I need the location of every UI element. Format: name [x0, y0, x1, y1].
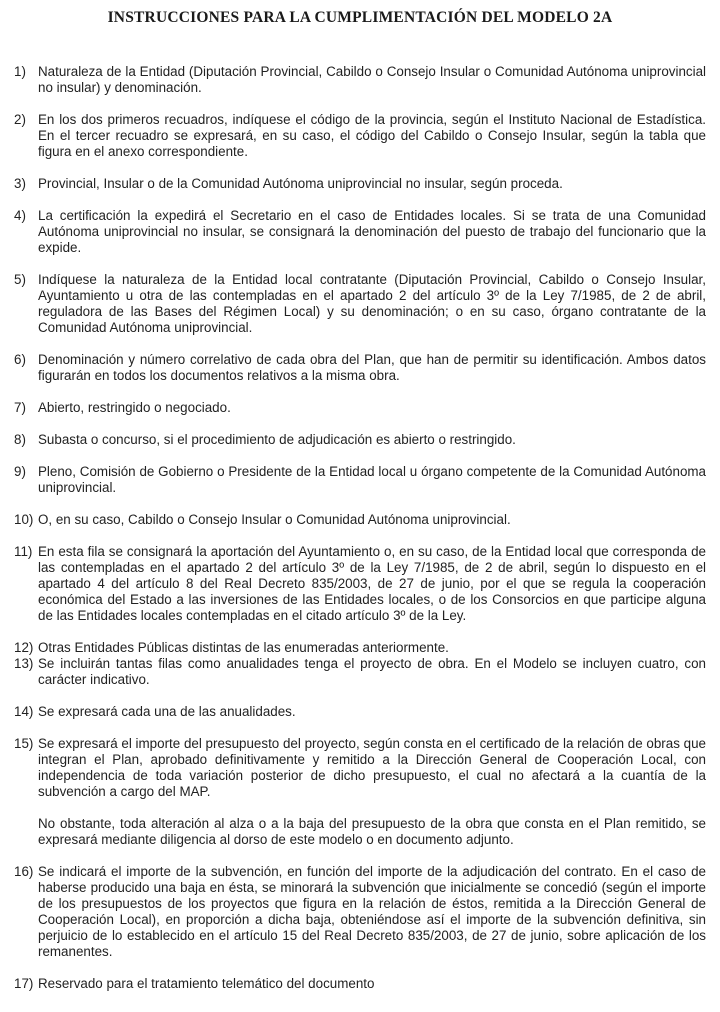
item-number: 9): [14, 464, 26, 479]
instruction-item-14: [14, 704, 706, 720]
instruction-item-5: [14, 272, 706, 336]
item-number: 2): [14, 112, 26, 127]
instruction-item-17: [14, 976, 706, 992]
item-text: O, en su caso, Cabildo o Consejo Insular o Comunidad Autónoma uniprovincial.: [38, 512, 511, 527]
instruction-item-10: [14, 512, 706, 528]
item-text: Naturaleza de la Entidad (Diputación Provincial, Cabildo o Consejo Insular o Comunidad Autónoma uniprovincial no insular) y denominación.: [38, 64, 706, 95]
item-number: 6): [14, 352, 26, 367]
item-number: 5): [14, 272, 26, 287]
item-number: 7): [14, 400, 26, 415]
item-text: Se incluirán tantas filas como anualidades tenga el proyecto de obra. En el Modelo se incluyen cuatro, con carácter indicativo.: [38, 656, 706, 687]
item-text: Provincial, Insular o de la Comunidad Autónoma uniprovincial no insular, según proceda.: [38, 176, 563, 191]
item-text: Se expresará cada una de las anualidades.: [38, 704, 296, 719]
item-number: 16): [14, 864, 34, 879]
instruction-item-1: [14, 64, 706, 96]
page-title: INSTRUCCIONES PARA LA CUMPLIMENTACIÓN DEL MODELO 2A: [107, 9, 613, 26]
item-text: Pleno, Comisión de Gobierno o Presidente de la Entidad local u órgano competente de la Comunidad Autónoma uniprovincial.: [38, 464, 706, 495]
item-text: Otras Entidades Públicas distintas de las enumeradas anteriormente.: [38, 640, 449, 655]
item-number: 3): [14, 176, 26, 191]
instruction-item-11: [14, 544, 706, 624]
item-text: Se indicará el importe de la subvención, en función del importe de la adjudicación del contrato. En el caso de haberse producido una baja en ésta, se minorará la subvención que inicialmente se concedió (según el importe de los presupuestos de los proyectos que figura en la relación de éstos, remitida a la Dirección General de Cooperación Local), en proporción a dicha baja, obteniéndose así el importe de la subvención definitiva, sin perjuicio de lo establecido en el artículo 15 del Real Decreto 835/2003, de 27 de junio, sobre aplicación de los remanentes.: [38, 864, 706, 959]
item-paragraph-1: Se expresará el importe del presupuesto del proyecto, según consta en el certificado de la relación de obras que integran el Plan, aprobado definitivamente y remitido a la Dirección General de Cooperación Local, con independencia de toda variación posterior de dicho presupuesto, el cual no afectará a la cuantía de la subvención a cargo del MAP.: [38, 736, 706, 799]
instruction-item-4: [14, 208, 706, 256]
item-number: 13): [14, 656, 34, 671]
item-number: 17): [14, 976, 34, 991]
item-number: 8): [14, 432, 26, 447]
item-text: En los dos primeros recuadros, indíquese el código de la provincia, según el Instituto Nacional de Estadística. En el tercer recuadro se expresará, en su caso, el código del Cabildo o Consejo Insular, según la tabla que figura en el anexo correspondiente.: [38, 112, 706, 159]
instruction-item-16: [14, 864, 706, 960]
item-number: 1): [14, 64, 26, 79]
instruction-item-9: [14, 464, 706, 496]
instruction-item-15: [14, 736, 706, 848]
instruction-item-2: [14, 112, 706, 160]
item-text: Denominación y número correlativo de cada obra del Plan, que han de permitir su identificación. Ambos datos figurarán en todos los documentos relativos a la misma obra.: [38, 352, 706, 383]
item-number: 11): [14, 544, 33, 559]
item-text: Abierto, restringido o negociado.: [38, 400, 231, 415]
item-text: Reservado para el tratamiento telemático del documento: [38, 976, 375, 991]
item-text: En esta fila se consignará la aportación del Ayuntamiento o, en su caso, de la Entidad local que corresponda de las contempladas en el apartado 2 del artículo 3º de la Ley 7/1985, de 2 de abril, según lo dispuesto en el apartado 4 del artículo 8 del Real Decreto 835/2003, de 27 de junio, por el que se regula la cooperación económica del Estado a las inversiones de las Entidades locales, o de los Consorcios en que participe alguna de las Entidades locales contempladas en el citado artículo 3º de la Ley.: [38, 544, 706, 623]
item-number: 12): [14, 640, 34, 655]
item-text: La certificación la expedirá el Secretario en el caso de Entidades locales. Si se trata de una Comunidad Autónoma uniprovincial no insular, se consignará la denominación del puesto de trabajo del funcionario que la expide.: [38, 208, 706, 255]
item-text: Subasta o concurso, si el procedimiento de adjudicación es abierto o restringido.: [38, 432, 516, 447]
instruction-list: [14, 64, 706, 992]
item-number: 4): [14, 208, 26, 223]
instruction-item-8: [14, 432, 706, 448]
item-number: 15): [14, 736, 34, 751]
item-paragraph-2: No obstante, toda alteración al alza o a la baja del presupuesto de la obra que consta en el Plan remitido, se expresará mediante diligencia al dorso de este modelo o en documento adjunto.: [38, 816, 706, 847]
item-text: [38, 736, 706, 848]
instruction-item-7: [14, 400, 706, 416]
instruction-item-12: [14, 640, 706, 656]
instruction-item-13: [14, 656, 706, 688]
item-text: Indíquese la naturaleza de la Entidad local contratante (Diputación Provincial, Cabildo o Consejo Insular, Ayuntamiento u otra de las contempladas en el apartado 2 del artículo 3º de la Ley 7/1985, de 2 de abril, reguladora de las Bases del Régimen Local) y su denominación; o en su caso, órgano contratante de la Comunidad Autónoma uniprovincial.: [38, 272, 706, 335]
instruction-item-6: [14, 352, 706, 384]
item-number: 10): [14, 512, 34, 527]
item-number: 14): [14, 704, 34, 719]
instruction-item-3: [14, 176, 706, 192]
